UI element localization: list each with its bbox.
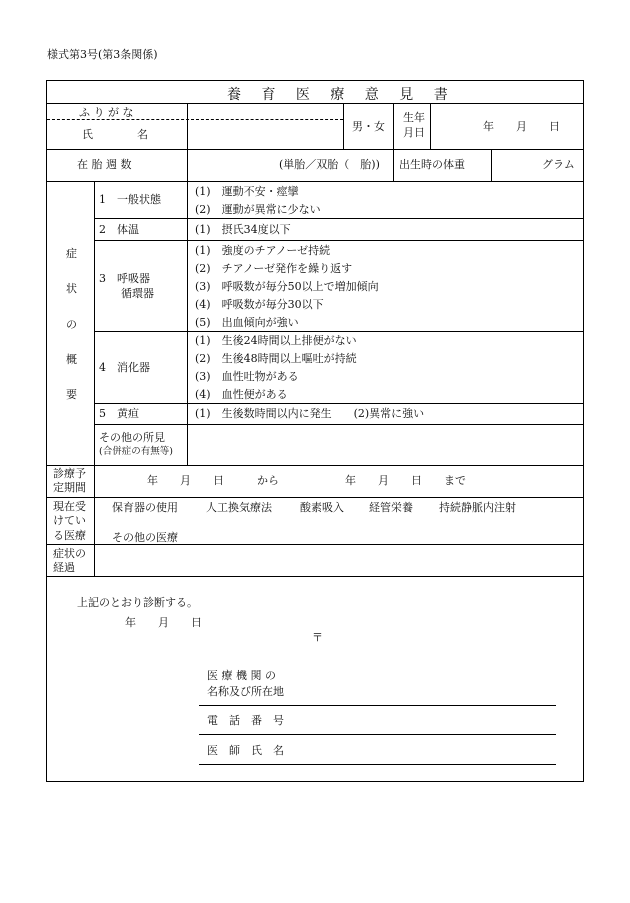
- progress-label: 症状の 経過: [53, 547, 86, 575]
- treatment-option[interactable]: 人工換気療法: [206, 501, 272, 514]
- diagnosis-statement: 上記のとおり診断する。: [77, 596, 198, 609]
- category-respiratory-label: 3 呼吸器 循環器: [99, 272, 154, 301]
- divider: [47, 576, 583, 577]
- divider: [94, 424, 583, 425]
- birth-type-field[interactable]: (単胎／双胎（ 胎)): [279, 158, 380, 171]
- divider: [47, 465, 583, 466]
- symptom-option[interactable]: (1) 生後24時間以上排便がない: [195, 334, 357, 347]
- category-digestive-label: 4 消化器: [99, 361, 150, 374]
- signature-line: [199, 734, 556, 735]
- symptom-group-label: 状: [66, 282, 77, 295]
- doctor-name-label: 医 師 氏 名: [207, 744, 284, 757]
- symptom-option[interactable]: (1) 摂氏34度以下: [195, 223, 291, 236]
- birth-weight-label: 出生時の体重: [399, 158, 465, 171]
- divider: [393, 149, 394, 181]
- divider: [94, 544, 95, 576]
- symptom-group-label: 要: [66, 388, 77, 401]
- phone-label: 電 話 番 号: [207, 714, 284, 727]
- furigana-label: ふ り が な: [79, 106, 134, 119]
- birth-date-field[interactable]: 年 月 日: [483, 120, 560, 133]
- symptom-option[interactable]: (1) 強度のチアノーゼ持続: [195, 244, 331, 257]
- other-findings-label: その他の所見: [99, 431, 165, 444]
- treatment-option[interactable]: 経管栄養: [369, 501, 413, 514]
- divider: [94, 218, 583, 219]
- divider: [47, 544, 583, 545]
- treatment-period-label: 診療予 定期間: [53, 467, 86, 495]
- form-title: 養 育 医 療 意 見 書: [227, 87, 456, 103]
- divider: [94, 465, 95, 497]
- divider: [393, 103, 394, 149]
- gestation-label: 在 胎 週 数: [77, 158, 132, 171]
- divider: [94, 181, 95, 465]
- divider: [491, 149, 492, 181]
- treatment-option[interactable]: 酸素吸入: [300, 501, 344, 514]
- symptom-option[interactable]: (2) 生後48時間以上嘔吐が持続: [195, 352, 357, 365]
- name-label: 氏 名: [82, 128, 148, 141]
- treatment-option[interactable]: 持続静脈内注射: [439, 501, 516, 514]
- symptom-option[interactable]: (3) 血性吐物がある: [195, 370, 299, 383]
- signature-line: [199, 705, 556, 706]
- divider: [94, 403, 583, 404]
- postal-mark: 〒: [312, 631, 323, 644]
- divider: [47, 119, 343, 120]
- category-temperature-label: 2 体温: [99, 223, 139, 236]
- divider: [94, 331, 583, 332]
- form-number-label: 様式第3号(第3条関係): [47, 48, 158, 61]
- symptom-option[interactable]: (2) 運動が異常に少ない: [195, 203, 321, 216]
- opinion-form: [46, 80, 584, 782]
- divider: [47, 497, 583, 498]
- symptom-option[interactable]: (5) 出血傾向が強い: [195, 316, 299, 329]
- symptom-group-label: 概: [66, 353, 77, 366]
- divider: [47, 149, 583, 150]
- other-findings-sublabel: (合併症の有無等): [99, 446, 173, 457]
- symptom-option[interactable]: (1) 生後数時間以内に発生 (2)異常に強い: [195, 407, 425, 420]
- birth-date-label: 生年 月日: [403, 111, 425, 139]
- birth-weight-unit: グラム: [542, 158, 575, 171]
- symptom-option[interactable]: (2) チアノーゼ発作を繰り返す: [195, 262, 353, 275]
- diagnosis-date[interactable]: 年 月 日: [125, 616, 202, 629]
- current-treatment-label: 現在受 けてい る医療: [53, 500, 86, 542]
- divider: [187, 149, 188, 181]
- divider: [47, 103, 583, 104]
- divider: [94, 497, 95, 544]
- divider: [47, 181, 583, 182]
- treatment-option-other[interactable]: その他の医療: [112, 531, 178, 544]
- symptom-option[interactable]: (4) 呼吸数が毎分30以下: [195, 298, 324, 311]
- category-general-label: 1 一般状態: [99, 193, 161, 206]
- institution-label: 名称及び所在地: [207, 685, 284, 698]
- treatment-period-field[interactable]: 年 月 日 から 年 月 日 まで: [147, 474, 466, 487]
- symptom-option[interactable]: (1) 運動不安・痙攣: [195, 185, 299, 198]
- divider: [187, 181, 188, 465]
- divider: [187, 103, 188, 149]
- divider: [430, 103, 431, 149]
- symptom-group-label: の: [66, 318, 77, 331]
- institution-label: 医 療 機 関 の: [207, 669, 276, 682]
- signature-line: [199, 764, 556, 765]
- treatment-option[interactable]: 保育器の使用: [112, 501, 178, 514]
- symptom-option[interactable]: (4) 血性便がある: [195, 388, 288, 401]
- category-jaundice-label: 5 黄疸: [99, 407, 139, 420]
- divider: [343, 103, 344, 149]
- sex-field[interactable]: 男・女: [352, 120, 385, 133]
- symptom-group-label: 症: [66, 247, 77, 260]
- divider: [94, 240, 583, 241]
- symptom-option[interactable]: (3) 呼吸数が毎分50以上で増加傾向: [195, 280, 379, 293]
